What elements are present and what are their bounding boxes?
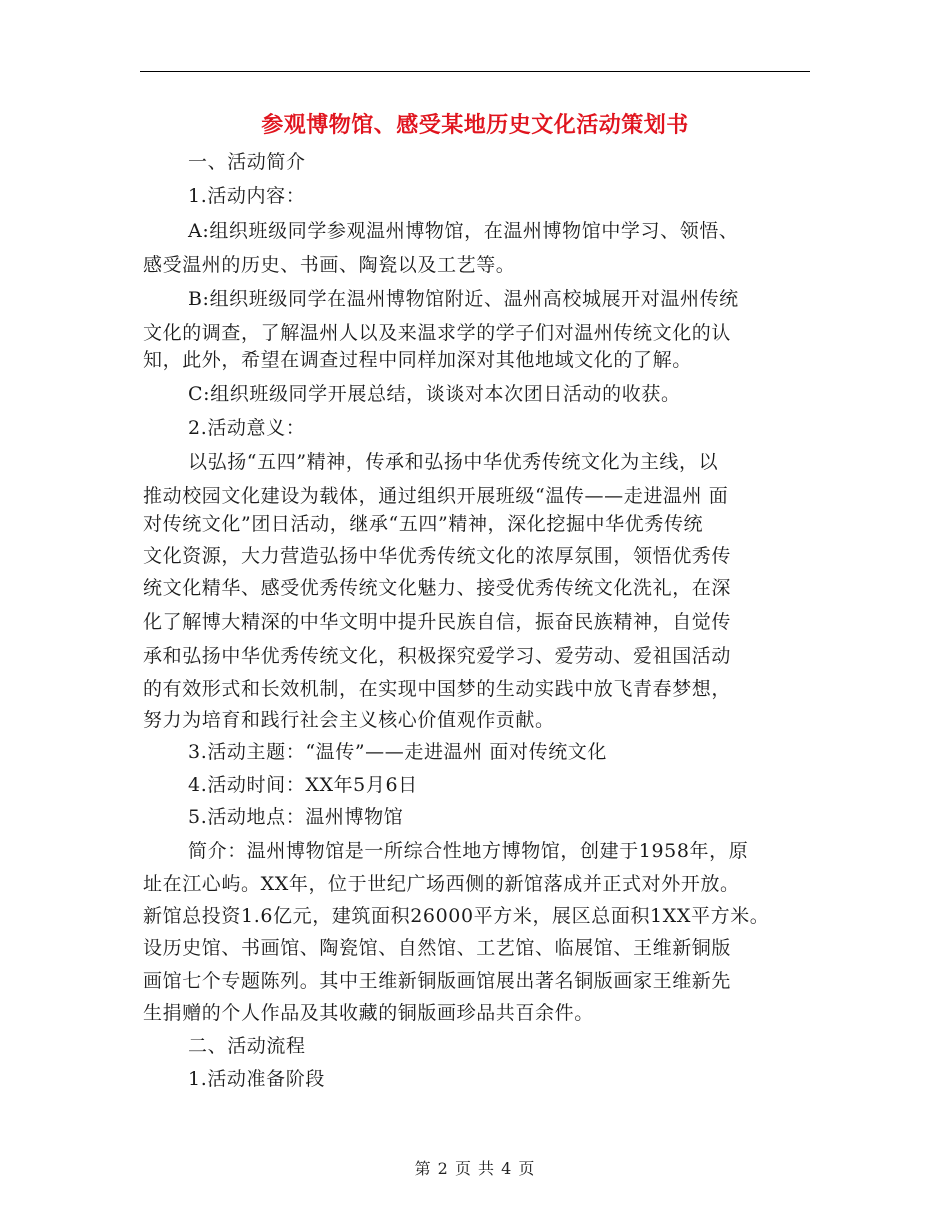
paragraph-line: 对传统文化”团日活动，继承“五四”精神，深化挖掘中华优秀传统 — [143, 513, 704, 535]
paragraph-line: 文化的调查，了解温州人以及来温求学的学子们对温州传统文化的认 — [143, 322, 732, 344]
paragraph-line: 5.活动地点：温州博物馆 — [188, 806, 404, 828]
paragraph-line: 画馆七个专题陈列。其中王维新铜版画馆展出著名铜版画家王维新先 — [143, 970, 732, 992]
paragraph-line: 设历史馆、书画馆、陶瓷馆、自然馆、工艺馆、临展馆、王维新铜版 — [143, 937, 732, 959]
page-number-footer: 第 2 页 共 4 页 — [414, 1159, 536, 1178]
paragraph-line: 知，此外，希望在调查过程中同样加深对其他地域文化的了解。 — [143, 349, 692, 371]
subsection-heading: 2.活动意义： — [188, 417, 306, 439]
paragraph-line: 推动校园文化建设为载体，通过组织开展班级“温传——走进温州 面 — [143, 485, 729, 507]
paragraph-line: 新馆总投资1.6亿元，建筑面积26000平方米，展区总面积1XX平方米。 — [143, 905, 770, 927]
paragraph-line: 简介：温州博物馆是一所综合性地方博物馆，创建于1958年，原 — [188, 840, 749, 862]
paragraph-line: 3.活动主题：“温传”——走进温州 面对传统文化 — [188, 741, 607, 763]
paragraph-line: C:组织班级同学开展总结，谈谈对本次团日活动的收获。 — [188, 383, 681, 405]
paragraph-line: 统文化精华、感受优秀传统文化魅力、接受优秀传统文化洗礼，在深 — [143, 577, 732, 599]
subsection-heading: 1.活动准备阶段 — [188, 1068, 325, 1090]
paragraph-line: 以弘扬“五四”精神，传承和弘扬中华优秀传统文化为主线，以 — [188, 451, 719, 473]
paragraph-line: B:组织班级同学在温州博物馆附近、温州高校城展开对温州传统 — [188, 288, 739, 310]
paragraph-line: 文化资源，大力营造弘扬中华优秀传统文化的浓厚氛围，领悟优秀传 — [143, 545, 732, 567]
subsection-heading: 1.活动内容： — [188, 185, 306, 207]
paragraph-line: 4.活动时间：XX年5月6日 — [188, 774, 418, 796]
paragraph-line: 努力为培育和践行社会主义核心价值观作贡献。 — [143, 709, 555, 731]
header-rule — [140, 71, 810, 72]
section-heading: 二、活动流程 — [188, 1035, 306, 1057]
paragraph-line: 的有效形式和长效机制，在实现中国梦的生动实践中放飞青春梦想， — [143, 678, 732, 700]
paragraph-line: A:组织班级同学参观温州博物馆，在温州博物馆中学习、领悟、 — [188, 220, 739, 242]
paragraph-line: 化了解博大精深的中华文明中提升民族自信，振奋民族精神，自觉传 — [143, 611, 732, 633]
paragraph-line: 感受温州的历史、书画、陶瓷以及工艺等。 — [143, 254, 516, 276]
paragraph-line: 承和弘扬中华优秀传统文化，积极探究爱学习、爱劳动、爱祖国活动 — [143, 645, 732, 667]
section-heading: 一、活动简介 — [188, 151, 306, 173]
document-title: 参观博物馆、感受某地历史文化活动策划书 — [261, 112, 689, 138]
paragraph-line: 生捐赠的个人作品及其收藏的铜版画珍品共百余件。 — [143, 1002, 594, 1024]
paragraph-line: 址在江心屿。XX年，位于世纪广场西侧的新馆落成并正式对外开放。 — [143, 873, 740, 895]
